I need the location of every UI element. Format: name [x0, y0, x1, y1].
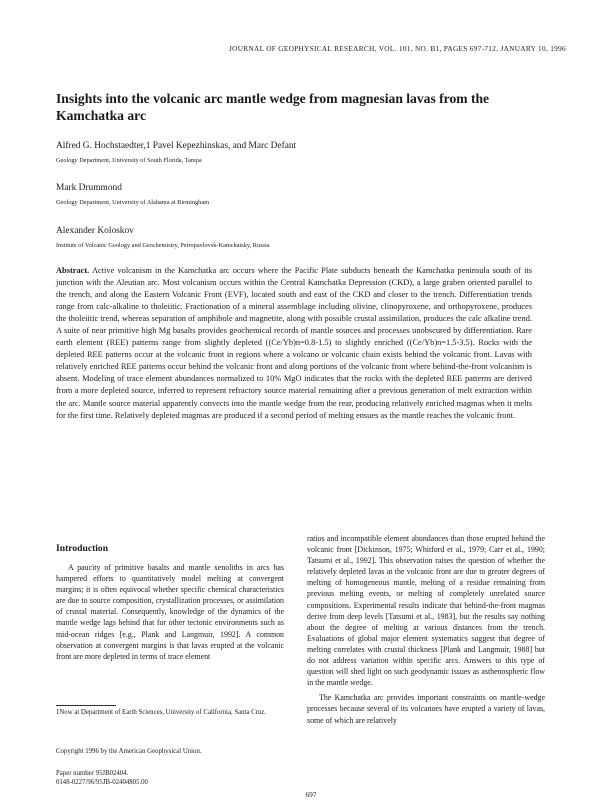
- footnote-divider: [56, 705, 116, 706]
- copyright-notice: Copyright 1996 by the American Geophysical Union.: [56, 748, 202, 755]
- author-affiliation: Geology Department, University of South Florida, Tampa: [56, 157, 202, 164]
- footnote: 1Now at Department of Earth Sciences, University of California, Santa Cruz.: [56, 709, 267, 716]
- paper-number: Paper number 95JB02404.: [56, 770, 129, 777]
- page-number: 697: [305, 790, 317, 799]
- body-paragraph: The Kamchatka arc provides important constraints on mantle-wedge processes because several of its volcanoes have erupted a variety of lavas, some of which are relatively: [307, 693, 545, 725]
- left-column: [56, 543, 284, 662]
- paper-title: Insights into the volcanic arc mantle wedge from magnesian lavas from the Kamchatka arc: [56, 91, 490, 123]
- author-names: Alexander Koloskov: [56, 226, 134, 236]
- running-head: JOURNAL OF GEOPHYSICAL RESEARCH, VOL. 101, NO. B1, PAGES 697-712, JANUARY 10, 1996: [229, 44, 566, 53]
- right-column: [307, 533, 545, 726]
- author-group-3: [56, 225, 270, 251]
- author-names: Alfred G. Hochstaedter,1 Pavel Kepezhinskas, and Marc Defant: [56, 141, 297, 151]
- body-paragraph: ratios and incompatible element abundances than those erupted behind the volcanic front [Dickinson, 1975; Whitford et al., 1979; Carr et al., 1990; Tatsumi et al., 1992]. This observation raises the question of whether the relatively depleted lavas at the volcanic front are due to greater degrees of melting of homogeneous mantle, melting of a residue remaining from previous melting events, or melting of completely unrelated source compositions. Experimental results indicate that behind-the-front magmas derive from deep levels [Tatsumi et al., 1983], but the results say nothing about the degree of melting at various distances from the trench. Evaluations of global major element systematics suggest that degree of melting correlates with crustal thickness [Plank and Langmuir, 1988] but do not address variation within specific arcs. Answers to this type of question will shed light on such geodynamic issues as asthenospheric flow in the mantle wedge.: [307, 534, 545, 688]
- abstract: [56, 265, 532, 422]
- author-group-1: [56, 140, 296, 166]
- abstract-label: Abstract.: [56, 266, 90, 275]
- author-affiliation: Geology Department, University of Alabama at Birmingham: [56, 199, 210, 206]
- author-names: Mark Drummond: [56, 183, 122, 193]
- introduction-paragraph: A paucity of primitive basalts and mantle xenoliths in arcs has hampered efforts to quantitatively model melting at convergent margins; it is often equivocal whether specific chemical characteristics are due to source composition, crystallization processes, or assimilation of crustal material. Consequently, knowledge of the dynamics of the mantle wedge lags behind that for other tectonic environments such as mid-ocean ridges [e.g., Plank and Langmuir, 1992]. A common observation at convergent margins is that lavas erupted at the volcanic front are more depleted in terms of trace element: [56, 563, 284, 661]
- author-group-2: [56, 182, 209, 208]
- paper-identifiers: [56, 770, 148, 787]
- section-heading-introduction: Introduction: [56, 543, 109, 554]
- author-affiliation: Institute of Volcanic Geology and Geochemistry, Petropavlovsk-Kamchatsky, Russia: [56, 242, 270, 249]
- issn-code: 0148-0227/96/95JB-02404$05.00: [56, 778, 148, 786]
- abstract-text: Active volcanism in the Kamchatka arc occurs where the Pacific Plate subducts beneath the Kamchatka peninsula south of its junction with the Aleutian arc. Most volcanism occurs within the Central Kamchatka Depression (CKD), a large graben oriented parallel to the trench, and along the Eastern Volcanic Front (EVF), located south and east of the CKD and closer to the trench. Differentiation trends range from calc-alkaline to tholeiitic. Fractionation of a mineral assemblage including olivine, clinopyroxene, and orthopyroxene, produces the tholeiitic trend, whereas separation of amphibole and magnetite, along with possible crustal assimilation, produces the calc alkaline trend. A suite of near primitive high Mg basalts provides geochemical records of mantle sources and processes unobscured by differentiation. Rare earth element (REE) patterns range from slightly depleted ((Ce/Yb)n=0.8-1.5) to slightly enriched ((Ce/Yb)n=1.5-3.5). Rocks with the depleted REE patterns occur at the volcanic front in regions where a volcano or volcanic chain exists behind the volcanic front. Lavas with relatively enriched REE patterns occur behind the volcanic front and along portions of the volcanic front where behind-the-front volcanism is absent. Modeling of trace element abundances normalized to 10% MgO indicates that the rocks with the depleted REE patterns are derived from a more depleted source, inferred to represent refractory source material remaining after a previous generation of melt extraction within the arc. Mantle source material apparently convects into the mantle wedge from the rear, producing relatively enriched magmas when it melts for the first time. Relatively depleted magmas are produced if a second period of melting ensues as the mantle reaches the volcanic front.: [56, 266, 532, 420]
